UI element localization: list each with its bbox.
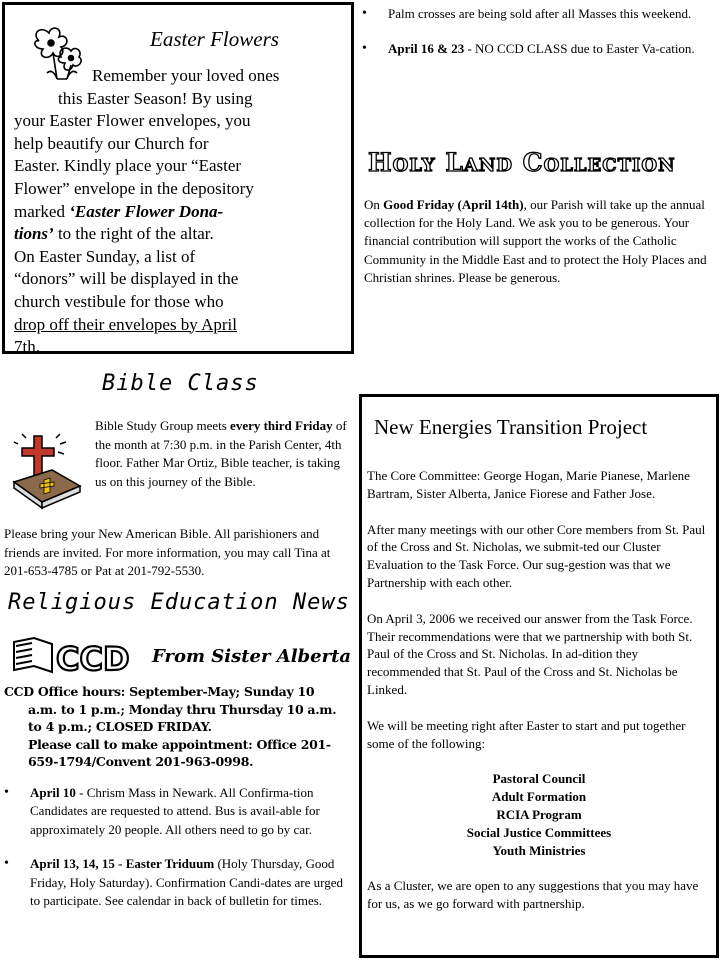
easter-flowers-box <box>2 2 354 357</box>
svg-text:CCD: CCD <box>56 640 130 676</box>
ccd-logo <box>12 634 134 676</box>
bible-class-invitation: Please bring your New American Bible. All parishioners and friends are invited. For more information, you may call Tina at 201-653-4785 or Pat at 201-792-5530. <box>4 526 331 578</box>
from-sister-alberta: From Sister Alberta <box>152 646 352 667</box>
ministries-list <box>367 770 711 859</box>
list-item: • April 16 & 23 - NO CCD CLASS due to Easter Va-cation. <box>362 41 714 58</box>
list-item: • Palm crosses are being sold after all Masses this weekend. <box>362 6 714 23</box>
list-item: • April 13, 14, 15 - Easter Triduum (Holy Thursday, Good Friday, Holy Saturday). Confirmation Candi-dates are urged to participate. See calendar in back of bulletin for times. <box>4 855 354 910</box>
list-item: RCIA Program <box>496 806 582 822</box>
bible-cross-icon <box>8 430 84 510</box>
notices-list <box>362 6 714 57</box>
list-item: Youth Ministries <box>492 842 586 858</box>
holy-land-title: Holy Land Collection <box>368 148 676 177</box>
bible-class-title: Bible Class <box>102 371 259 396</box>
new-energies-title: New Energies Transition Project <box>374 415 648 439</box>
religious-education-list <box>4 784 354 926</box>
new-energies-box <box>359 394 719 958</box>
bible-class-text: Bible Study Group meets every third Friday of the month at 7:30 p.m. in the Parish Center, 4th floor. Father Mar Ortiz, Bible teacher, is taking us on this journey of the Bible. <box>95 418 347 489</box>
easter-flowers-text: Remember your loved ones this Easter Season! By using your Easter Flower envelopes, you help beautify our Church for Easter. Kindly place your “Easter Flower” envelope in the depository marked ‘Easter Flower Dona- tions’ to the right of the altar. On Easter Sunday, a list of “donors” will be displayed in the church vestibule for those who drop off their envelopes by April 7th. <box>14 66 280 357</box>
ccd-office-hours: CCD Office hours: September-May; Sunday 10 a.m. to 1 p.m.; Monday thru Thursday 10 a.m. to 4 p.m.; CLOSED FRIDAY. Please call to make appointment: Office 201- 659-1794/Convent 201-963-0998. <box>4 684 337 769</box>
list-item: Social Justice Committees <box>466 824 612 840</box>
holy-land-text: On Good Friday (April 14th), our Parish will take up the annual collection for the Holy Land. We ask you to be generous. Your financial contribution will support the works of the Catholic Community in the Middle East and to protect the Holy Places and Christian shrines. Please be generous. <box>364 197 707 285</box>
list-item: Pastoral Council <box>492 771 586 787</box>
religious-education-title: Religious Education News <box>8 590 350 615</box>
easter-flowers-title: Easter Flowers <box>150 27 279 51</box>
list-item: • April 10 - Chrism Mass in Newark. All Confirma-tion Candidates are requested to attend. Bus is avail-able for approximately 20 people. All others need to go by car. <box>4 784 354 839</box>
new-energies-text: The Core Committee: George Hogan, Marie Pianese, Marlene Bartram, Sister Alberta, Janice Fiorese and Father Jose. After many meetings with our other Core members from St. Paul of the Cross and St. Nicholas, we submit-ted our Cluster Evaluation to the Task Force. Our sug-gestion was that we Partnership with each other. On April 3, 2006 we received our answer from the Task Force. Their recommendations were that we partnership with both St. Paul of the Cross and St. Nicholas. In ad-dition they recommended that St. Paul of the Cross and St. Nicholas be Linked. We will be meeting right after Easter to start and put together some of the following: Pastoral Council Adult Formation RCIA Program Social Justice Committees Youth Ministries As a Cluster, we are open to any suggestions that you may have for us, as we go forward with partnership. <box>367 467 711 931</box>
list-item: Adult Formation <box>491 789 587 805</box>
open-book-icon <box>12 634 134 676</box>
